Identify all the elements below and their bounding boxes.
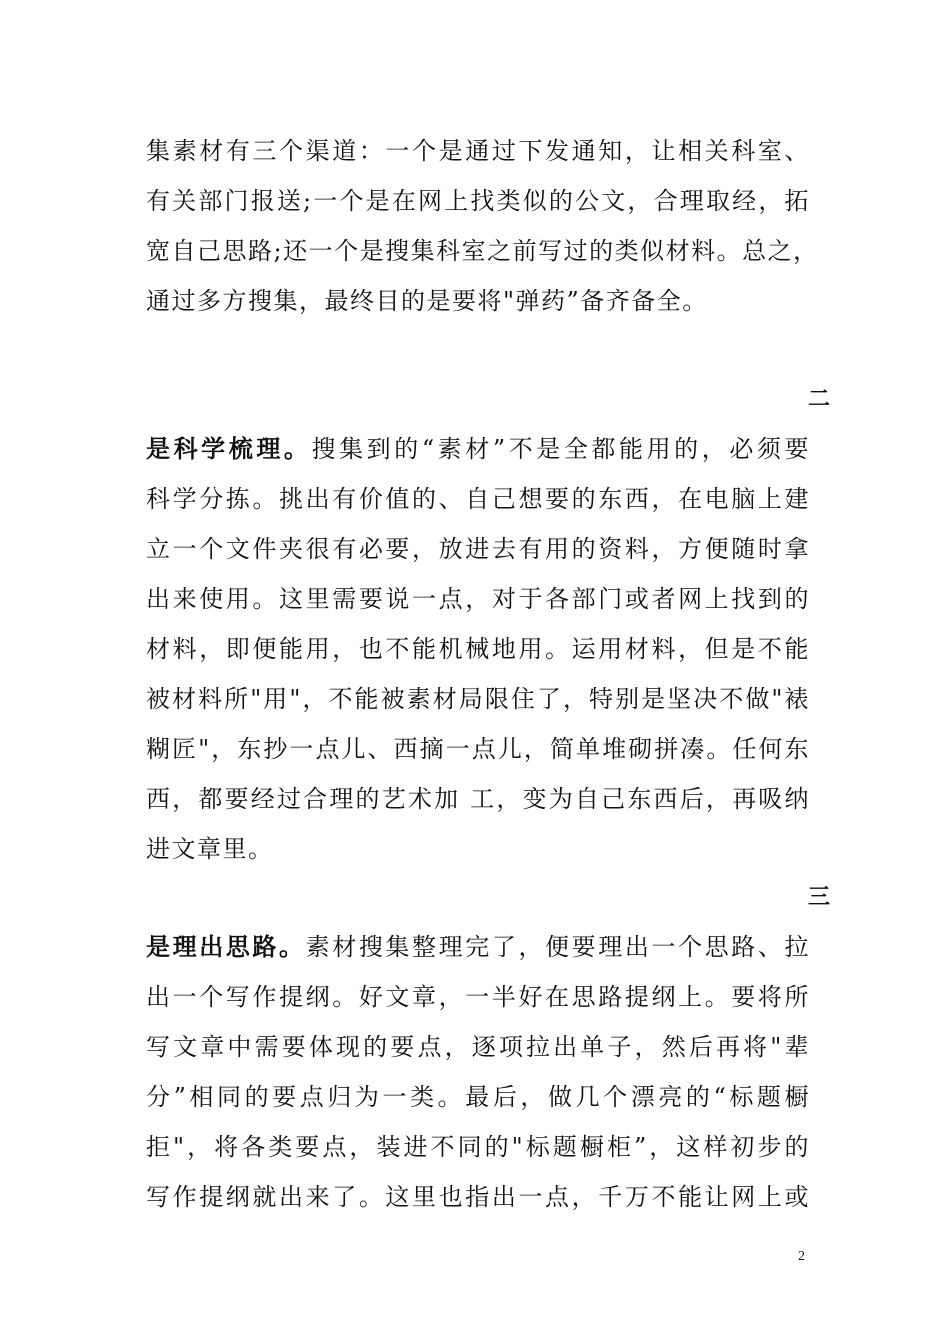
section2-line-5: 材料，即便能用，也不能机械地用。运用材料，但是不能: [146, 635, 810, 663]
section-marker-2: 二: [807, 386, 830, 412]
section3-line-2: 出一个写作提纲。好文章，一半好在思路提纲上。要将所: [146, 983, 810, 1011]
section3-line-5: 拒"，将各类要点，装进不同的"标题橱柜”，这样初步的: [146, 1133, 810, 1161]
section2-line-9: 进文章里。: [146, 835, 274, 863]
section2-line-2: 科学分拣。挑出有价值的、自己想要的东西，在电脑上建: [146, 485, 810, 513]
section3-line-6: 写作提纲就出来了。这里也指出一点，千万不能让网上或: [146, 1183, 810, 1211]
section3-first-line: [146, 932, 810, 962]
section2-line-8: 西，都要经过合理的艺术加 工，变为自己东西后，再吸纳: [146, 785, 810, 813]
section2-line-6: 被材料所"用"，不能被素材局限住了，特别是坚决不做"裱: [146, 685, 810, 713]
page-number: 2: [798, 1249, 805, 1264]
body-line-1: 集素材有三个渠道：一个是通过下发通知，让相关科室、: [146, 137, 810, 165]
section3-line-4: 分”相同的要点归为一类。最后，做几个漂亮的“标题橱: [146, 1083, 810, 1111]
body-line-4: 通过多方搜集，最终目的是要将"弹药”备齐备全。: [146, 287, 708, 315]
section-marker-3: 三: [807, 884, 830, 910]
section3-first-line-text: 素材搜集整理完了，便要理出一个思路、拉: [305, 933, 810, 961]
section2-line-4: 出来使用。这里需要说一点，对于各部门或者网上找到的: [146, 585, 810, 613]
section2-line-7: 糊匠"，东抄一点儿、西摘一点儿，简单堆砌拼凑。任何东: [146, 735, 810, 763]
body-line-3: 宽自己思路;还一个是搜集科室之前写过的类似材料。总之，: [146, 237, 819, 265]
section2-line-3: 立一个文件夹很有必要，放进去有用的资料，方便随时拿: [146, 535, 810, 563]
section2-first-line: [146, 434, 810, 464]
section2-first-line-text: 搜集到的“素材”不是全都能用的，必须要: [311, 435, 811, 463]
body-line-2: 有关部门报送;一个是在网上找类似的公文，合理取经，拓: [146, 187, 810, 215]
section2-heading: 是科学梳理。: [146, 434, 312, 463]
section3-line-3: 写文章中需要体现的要点，逐项拉出单子，然后再将"辈: [146, 1033, 810, 1061]
section3-heading: 是理出思路。: [146, 932, 306, 961]
